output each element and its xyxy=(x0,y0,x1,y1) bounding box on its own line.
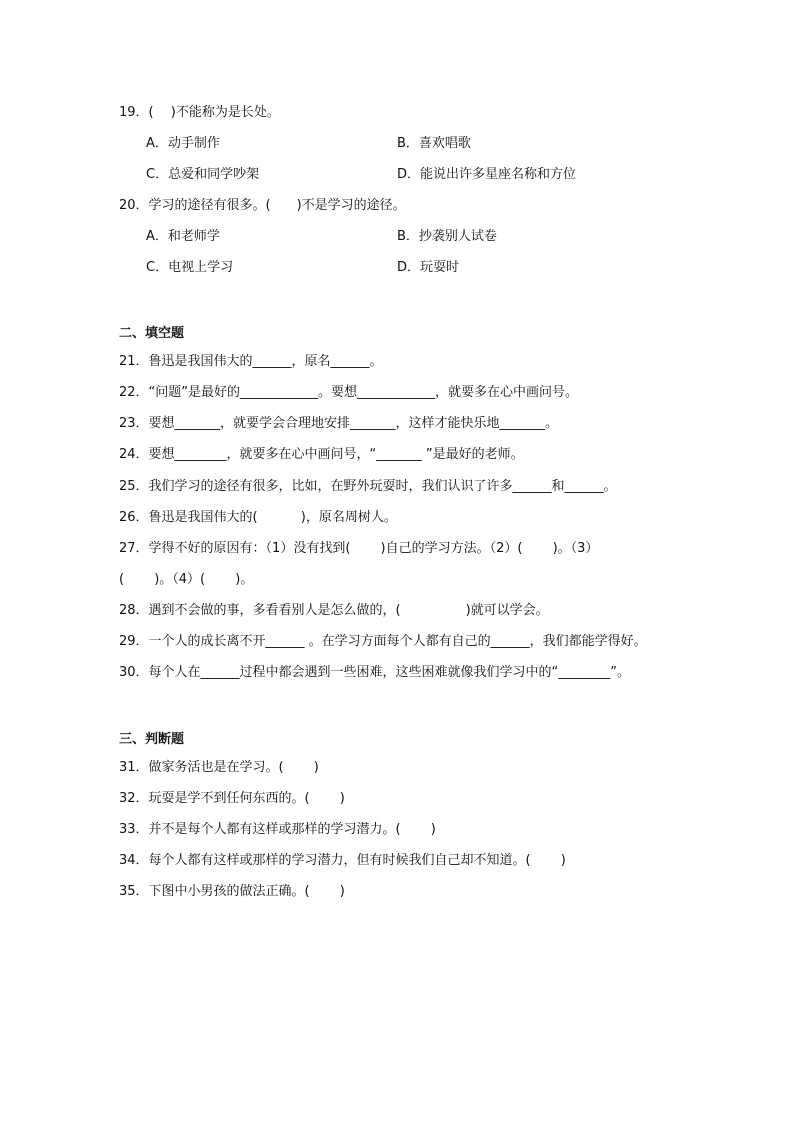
question-29: 29．一个人的成长离不开______ 。在学习方面每个人都有自己的______，我们都能学得好。 xyxy=(119,634,647,649)
section-heading-judge: 三、判断题 xyxy=(119,732,185,747)
question-19-stem: 19．( )不能称为是长处。 xyxy=(119,105,280,120)
question-20-option-d: D．玩耍时 xyxy=(397,260,460,275)
question-21: 21．鲁迅是我国伟大的______，原名______。 xyxy=(119,354,383,369)
question-22: 22．“问题”是最好的____________。要想____________，就要多在心中画问号。 xyxy=(119,385,579,400)
question-30: 30．每个人在______过程中都会遇到一些困难，这些困难就像我们学习中的“________”。 xyxy=(119,665,631,680)
question-24: 24．要想________，就要多在心中画问号，“_______ ”是最好的老师。 xyxy=(119,447,524,462)
question-19-option-a: A．动手制作 xyxy=(146,136,220,151)
question-19-option-d: D．能说出许多星座名称和方位 xyxy=(397,167,577,182)
question-31: 31．做家务活也是在学习。( ) xyxy=(119,760,319,775)
section-heading-fill: 二、填空题 xyxy=(119,326,185,341)
question-27-line-1: 27．学得不好的原因有：（1）没有找到( )自己的学习方法。（2）( )。（3） xyxy=(119,541,599,556)
question-35: 35．下图中小男孩的做法正确。( ) xyxy=(119,884,345,899)
question-20-option-a: A．和老师学 xyxy=(146,229,220,244)
question-19-option-b: B．喜欢唱歌 xyxy=(397,136,471,151)
question-19-option-c: C．总爱和同学吵架 xyxy=(146,167,260,182)
question-32: 32．玩耍是学不到任何东西的。( ) xyxy=(119,791,345,806)
question-20-option-c: C．电视上学习 xyxy=(146,260,234,275)
question-34: 34．每个人都有这样或那样的学习潜力，但有时候我们自己却不知道。( ) xyxy=(119,853,566,868)
question-25: 25．我们学习的途径有很多，比如，在野外玩耍时，我们认识了许多______和______。 xyxy=(119,479,617,494)
question-33: 33．并不是每个人都有这样或那样的学习潜力。( ) xyxy=(119,822,436,837)
question-28: 28．遇到不会做的事，多看看别人是怎么做的，( )就可以学会。 xyxy=(119,603,549,618)
question-23: 23．要想_______，就要学会合理地安排_______，这样才能快乐地_______。 xyxy=(119,416,559,431)
question-20-option-b: B．抄袭别人试卷 xyxy=(397,229,497,244)
question-26: 26．鲁迅是我国伟大的( )，原名周树人。 xyxy=(119,510,397,525)
question-27-line-2: ( )。（4）( )。 xyxy=(119,572,254,587)
question-20-stem: 20．学习的途径有很多。( )不是学习的途径。 xyxy=(119,198,406,213)
